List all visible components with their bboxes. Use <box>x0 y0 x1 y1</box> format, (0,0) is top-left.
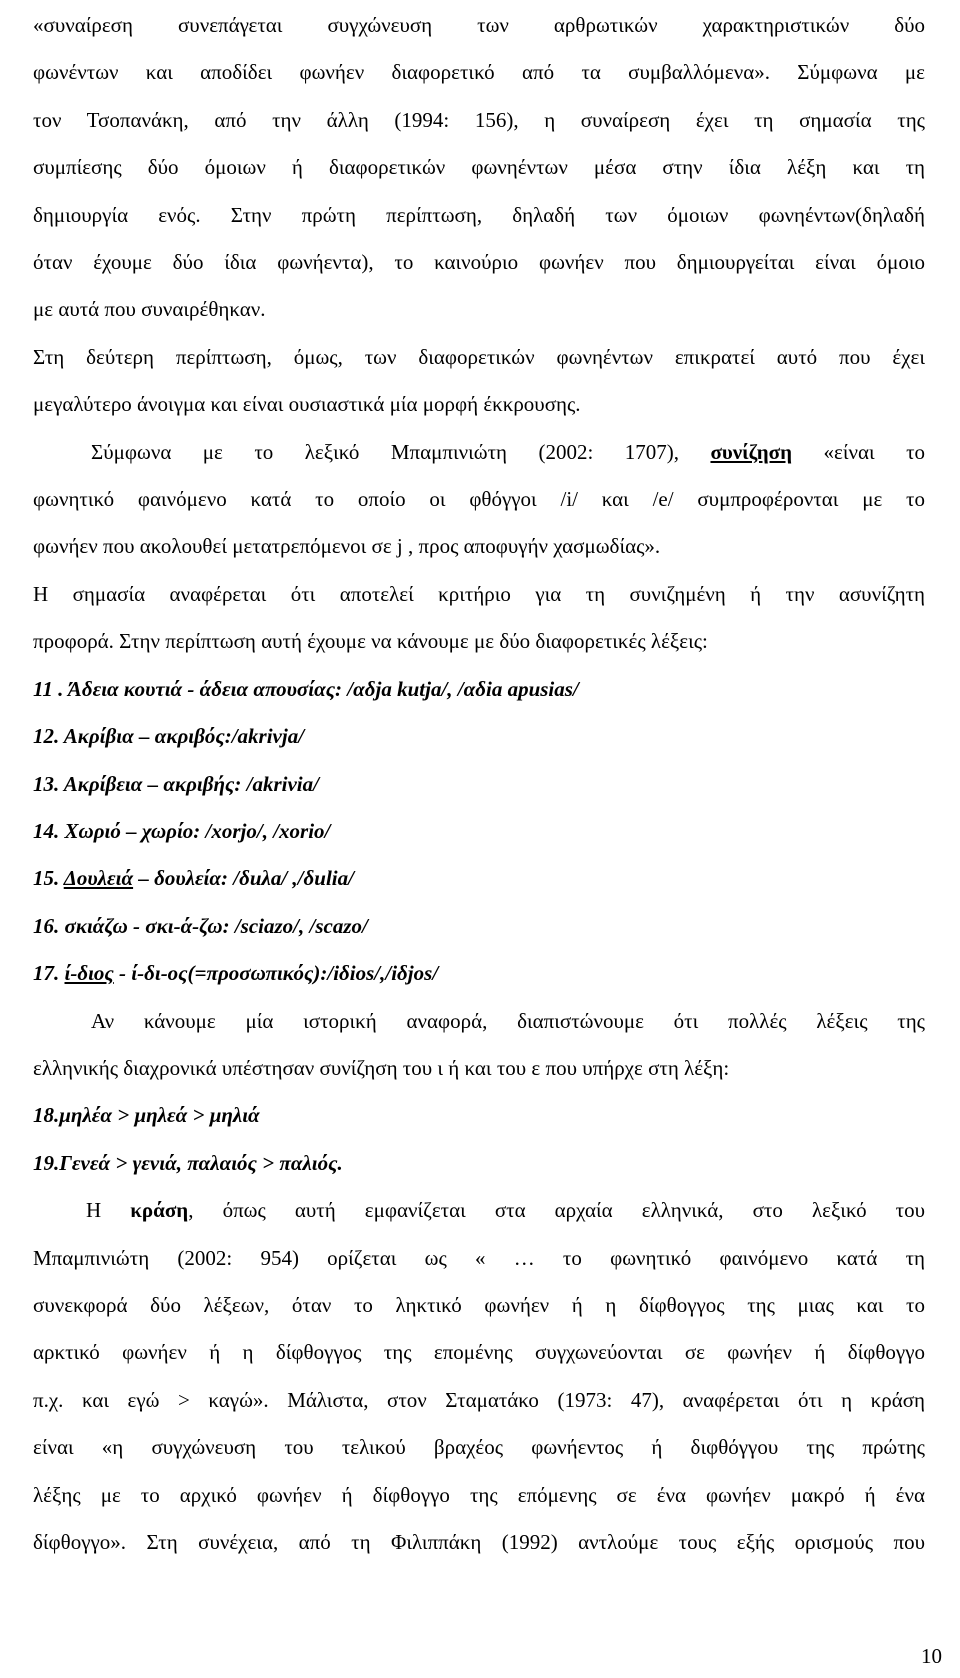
text-line: π.χ. και εγώ > καγώ». Μάλιστα, στον Σταματάκο (1973: 47), αναφέρεται ότι η κράση <box>33 1387 925 1412</box>
example-item: 11 . Άδεια κουτιά - άδεια απουσίας: /αδja kutja/, /αδia apusias/ <box>33 676 579 701</box>
example-item: 12. Ακρίβια – ακριβός:/akrivja/ <box>33 724 305 749</box>
example-item: 16. σκιάζω - σκι-ά-ζω: /sciazo/, /scazo/ <box>33 913 368 938</box>
example-word: Δουλειά <box>63 866 134 891</box>
example-item <box>33 855 925 902</box>
example-rest: - ί-δι-ος(=προσωπικός):/iδios/,/iδjos/ <box>113 961 439 986</box>
text-line: αρκτικό φωνήεν ή η δίφθογγος της επομένης συγχωνεύονται σε φωνήεν ή δίφθογγο <box>33 1340 925 1365</box>
example-item: 18.μηλέα > μηλεά > μηλιά <box>33 1103 260 1128</box>
text-line: είναι «η συγχώνευση του τελικού βραχέος φωνήεντος ή διφθόγγου της πρώτης <box>33 1435 925 1460</box>
synizesi-definition-line <box>33 429 925 476</box>
text-line: με αυτά που συναιρέθηκαν. <box>33 297 266 322</box>
text-line: Μπαμπινιώτη (2002: 954) ορίζεται ως « … το φωνητικό φαινόμενο κατά τη <box>33 1245 925 1270</box>
text-line: προφορά. Στην περίπτωση αυτή έχουμε να κάνουμε με δύο διαφορετικές λέξεις: <box>33 629 708 654</box>
krasi-definition-line <box>33 1187 925 1234</box>
krasi-term: κράση <box>130 1198 189 1223</box>
example-word: ί-διος <box>64 961 114 986</box>
body-text <box>33 2 925 1566</box>
example-item: 14. Χωριό – χωρίο: /xorjo/, /xorio/ <box>33 818 331 843</box>
synizesi-pre: Σύμφωνα με το λεξικό Μπαμπινιώτη (2002: 1707), <box>91 439 679 464</box>
text-line: «συναίρεση συνεπάγεται συγχώνευση των αρθρωτικών χαρακτηριστικών δύο <box>33 13 925 37</box>
text-line: τον Τσοπανάκη, από την άλλη (1994: 156), η συναίρεση έχει τη σημασία της <box>33 107 925 132</box>
text-line: συνεκφορά δύο λέξεων, όταν το ληκτικό φωνήεν ή η δίφθογγος της μιας και το <box>33 1292 925 1317</box>
text-line: δημιουργία ενός. Στην πρώτη περίπτωση, δηλαδή των όμοιων φωνηέντων(δηλαδή <box>33 202 925 227</box>
example-number: 15. <box>33 866 64 891</box>
text-line: φωνήεν που ακολουθεί μετατρεπόμενοι σε j , προς αποφυγήν χασμωδίας». <box>33 534 661 559</box>
text-line: Αν κάνουμε μία ιστορική αναφορά, διαπιστώνουμε ότι πολλές λέξεις της <box>91 1008 925 1033</box>
krasi-pre: Η <box>86 1198 102 1223</box>
text-line: φωνέντων και αποδίδει φωνήεν διαφορετικό από τα συμβαλλόμενα». Σύμφωνα με <box>33 60 925 85</box>
text-line: συμπίεσης δύο όμοιων ή διαφορετικών φωνηέντων μέσα στην ίδια λέξη και τη <box>33 155 925 180</box>
text-line: μεγαλύτερο άνοιγμα και είναι ουσιαστικά μία μορφή έκκρουσης. <box>33 392 581 417</box>
text-line: λέξης με το αρχικό φωνήεν ή δίφθογγο της επόμενης σε ένα φωνήεν μακρό ή ένα <box>33 1482 925 1507</box>
page-number: 10 <box>921 1644 942 1668</box>
example-number: 17. <box>33 961 65 986</box>
example-item: 19.Γενεά > γενιά, παλαιός > παλιός. <box>33 1150 343 1175</box>
text-line: Η σημασία αναφέρεται ότι αποτελεί κριτήριο για τη συνιζημένη ή την ασυνίζητη <box>33 581 925 606</box>
krasi-post: , όπως αυτή εμφανίζεται στα αρχαία ελληνικά, στο λεξικό του <box>188 1198 926 1223</box>
text-line: ελληνικής διαχρονικά υπέστησαν συνίζηση του ι ή και του ε που υπήρχε στη λέξη: <box>33 1055 730 1080</box>
text-line: φωνητικό φαινόμενο κατά το οποίο οι φθόγγοι /i/ και /e/ συμπροφέρονται με το <box>33 487 925 512</box>
text-line: δίφθογγο». Στη συνέχεια, από τη Φιλιππάκη (1992) αντλούμε τους εξής ορισμούς που <box>33 1530 925 1554</box>
example-item: 13. Ακρίβεια – ακριβής: /akrivia/ <box>33 771 319 796</box>
text-line: όταν έχουμε δύο ίδια φωνήεντα), το καινούριο φωνήεν που δημιουργείται είναι όμοιο <box>33 250 925 275</box>
synizesi-term: συνίζηση <box>710 439 793 464</box>
text-line: Στη δεύτερη περίπτωση, όμως, των διαφορετικών φωνηέντων επικρατεί αυτό που έχει <box>33 344 925 369</box>
example-item <box>33 950 925 997</box>
synizesi-post: «είναι το <box>823 439 926 464</box>
example-rest: – δουλεία: /δuλa/ ,/δulia/ <box>133 866 354 891</box>
